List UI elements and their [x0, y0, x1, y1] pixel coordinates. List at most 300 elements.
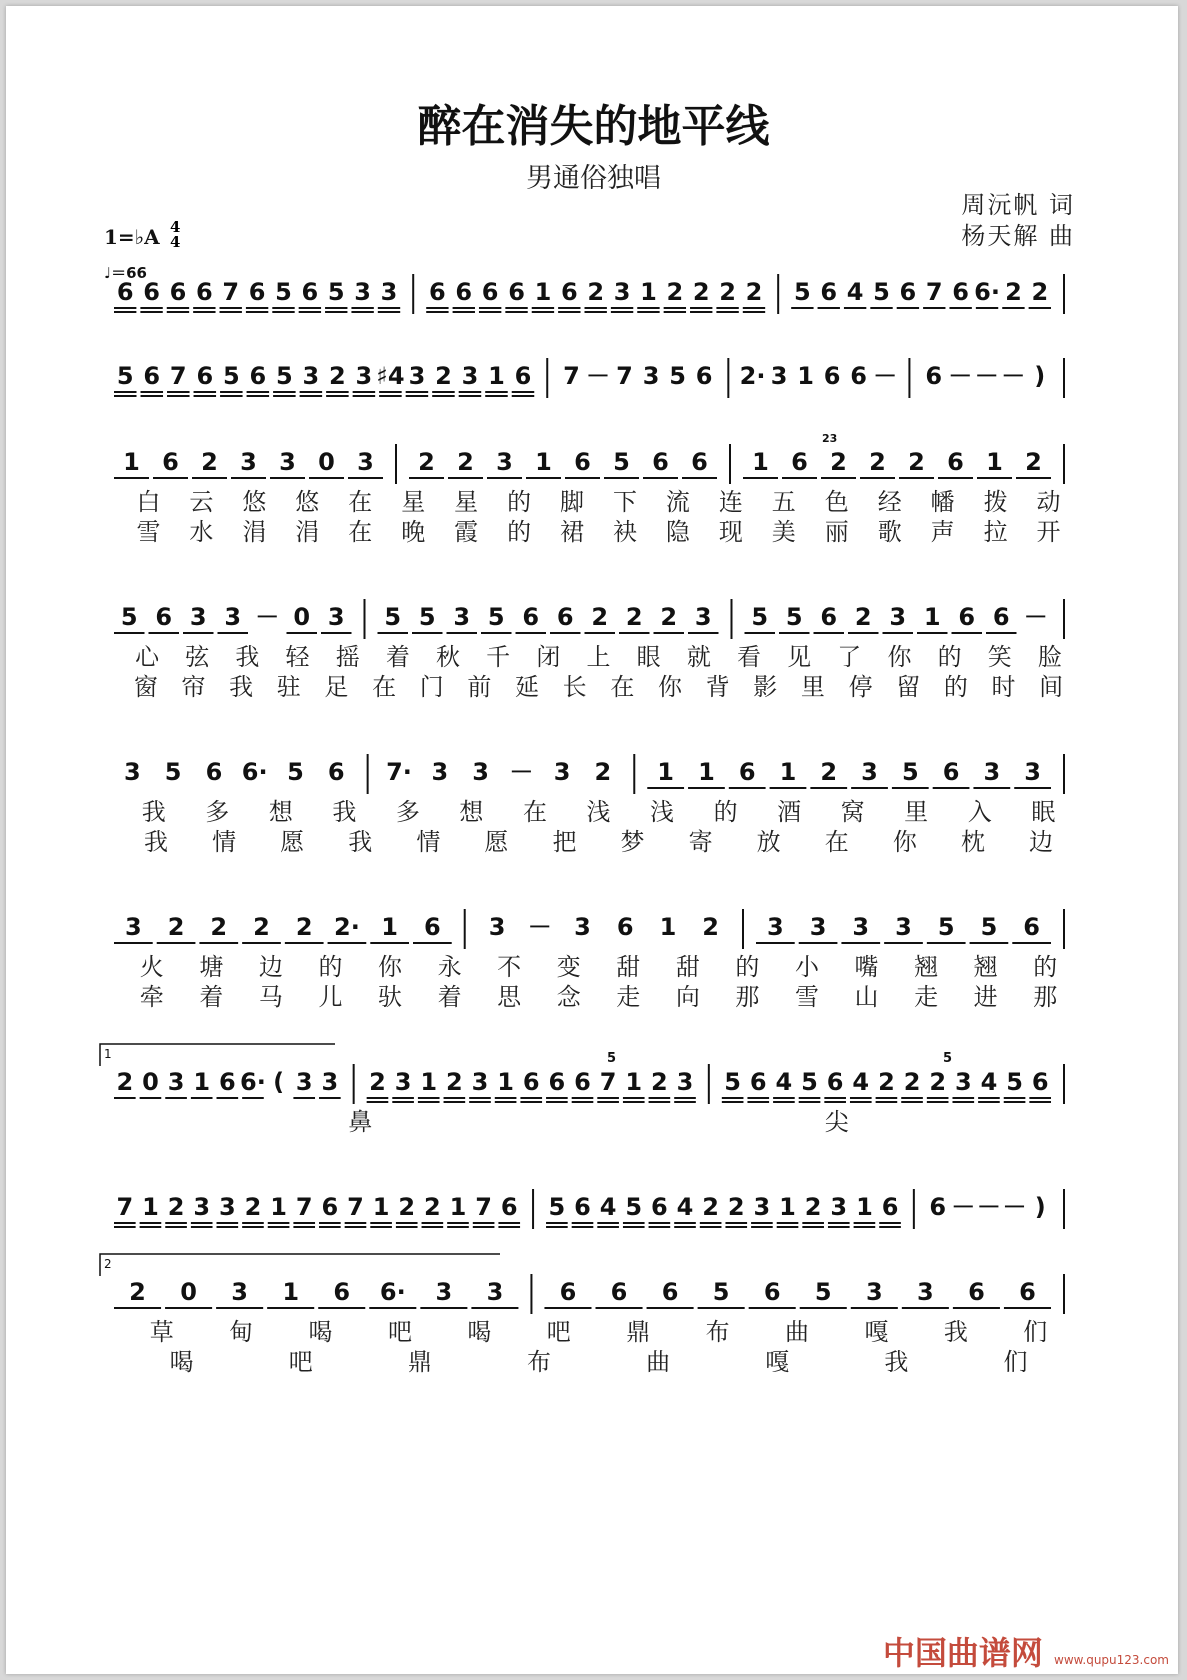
note: 3	[917, 1278, 934, 1306]
note: 3	[124, 758, 141, 786]
note: 1	[698, 758, 715, 786]
lyric-char: 前	[467, 673, 492, 701]
lyric-char: 云	[189, 488, 214, 516]
lyric-char: 时	[991, 673, 1016, 701]
note: 6	[1019, 1278, 1036, 1306]
lyric-char: 你	[892, 828, 917, 856]
note: 6	[116, 278, 134, 306]
lyric-char: 鼻	[348, 1108, 373, 1136]
note: 6	[574, 1068, 591, 1096]
note: 6	[143, 278, 160, 306]
lyric-char: 鼎	[407, 1348, 432, 1376]
note: 5	[785, 603, 803, 631]
note: 2	[804, 1193, 822, 1221]
note: 6	[195, 278, 213, 306]
lyric-char: 翘	[914, 953, 939, 981]
note: 0	[318, 448, 335, 476]
note: 6·	[240, 1068, 266, 1096]
note: 6	[522, 603, 540, 631]
note: 1	[449, 1193, 467, 1221]
note: 2	[129, 1278, 146, 1306]
watermark-url: www.qupu123.com	[1054, 1653, 1169, 1667]
note: －	[974, 362, 999, 390]
lyric-char: 的	[943, 673, 968, 701]
note: 6	[321, 1193, 339, 1221]
lyric-char: 动	[1036, 488, 1061, 516]
note: 0	[142, 1068, 159, 1096]
lyric-char: 眼	[636, 643, 661, 671]
note: 5	[901, 758, 919, 786]
note: 2	[830, 448, 847, 476]
tuplet-mark: 5	[943, 1051, 953, 1066]
note: 3	[753, 1193, 771, 1221]
lyric-char: 驮	[378, 983, 403, 1011]
lyric-char: 足	[324, 673, 349, 701]
note: 2	[167, 913, 185, 941]
note: 2	[210, 913, 228, 941]
note: 6	[968, 1278, 985, 1306]
note: 7	[116, 1193, 134, 1221]
lyric-char: 裙	[560, 518, 585, 546]
note: 1	[420, 1068, 438, 1096]
note: 7·	[386, 758, 412, 786]
lyric-char: 的	[507, 518, 532, 546]
note: 5	[980, 913, 998, 941]
note: 3	[1024, 758, 1041, 786]
lyric-char: 脚	[560, 488, 585, 516]
lyric-char: 边	[258, 953, 283, 981]
note: 5	[724, 1068, 741, 1096]
lyric-char: 甸	[229, 1318, 254, 1346]
note: 6	[169, 278, 187, 306]
note: 3	[461, 362, 479, 390]
lyric-char: 鼎	[626, 1318, 651, 1346]
note: 2	[854, 603, 872, 631]
lyric-char: 悠	[242, 488, 267, 516]
note: 2	[1025, 448, 1042, 476]
note: 6	[651, 1193, 668, 1221]
lyric-char: 马	[258, 983, 283, 1011]
note: －	[1002, 1193, 1027, 1221]
lyric-char: 星	[401, 488, 426, 516]
note: 3	[189, 603, 207, 631]
note: 3	[193, 1193, 211, 1221]
lyric-char: 星	[454, 488, 479, 516]
note: 6	[508, 278, 525, 306]
note: 2	[692, 278, 710, 306]
note: 7	[169, 362, 187, 390]
note: －	[255, 603, 280, 631]
note: 6	[574, 1193, 591, 1221]
lyric-char: 枕	[960, 828, 985, 856]
lyric-char: 甜	[616, 953, 641, 981]
note: 1	[625, 1068, 643, 1096]
note: 1	[270, 1193, 287, 1221]
note: 1	[779, 758, 797, 786]
lyric-char: 了	[837, 643, 862, 671]
note: －	[586, 362, 611, 390]
note: 2	[398, 1193, 416, 1221]
lyric-char: 在	[372, 673, 397, 701]
note: 4	[676, 1193, 694, 1221]
watermark	[883, 1628, 1169, 1674]
note: 6	[749, 1068, 767, 1096]
note: 6	[823, 362, 841, 390]
note: 3	[767, 913, 784, 941]
lyric-char: 那	[735, 983, 760, 1011]
note: 3	[355, 362, 373, 390]
note: 5	[794, 278, 811, 306]
lyric-char: 背	[705, 673, 730, 701]
note: 1	[779, 1193, 796, 1221]
lyric-char: 拨	[983, 488, 1008, 516]
note: －	[527, 913, 552, 941]
note: 6	[574, 448, 591, 476]
note: 5	[275, 278, 292, 306]
note: 5	[222, 362, 240, 390]
note: 5	[275, 362, 293, 390]
note: 6·	[241, 758, 268, 786]
lyric-char: 嘴	[854, 953, 879, 981]
note: 7	[222, 278, 240, 306]
lyric-char: 想	[459, 798, 484, 826]
note: 6	[162, 448, 179, 476]
note: 3	[553, 758, 571, 786]
note: 6	[327, 758, 345, 786]
note: 2	[702, 913, 719, 941]
composer-credit: 杨天解 曲	[961, 222, 1075, 250]
lyric-char: 你	[657, 673, 682, 701]
lyric-char: 袂	[612, 518, 637, 546]
note: 2	[446, 1068, 463, 1096]
note: 6	[548, 1068, 566, 1096]
note: 6	[333, 1278, 351, 1306]
note: 2	[244, 1193, 262, 1221]
lyric-char: 甜	[675, 953, 700, 981]
note: 3	[435, 1278, 453, 1306]
lyric-char: 在	[610, 673, 635, 701]
note: －	[976, 1193, 1001, 1221]
note: 3	[380, 278, 398, 306]
lyric-char: 千	[486, 643, 511, 671]
lyric-char: 入	[967, 798, 992, 826]
note: －	[1001, 362, 1026, 390]
note: 6	[929, 1193, 947, 1221]
lyric-char: 美	[771, 518, 796, 546]
lyric-char: 水	[189, 518, 214, 546]
lyric-char: 愿	[280, 828, 305, 856]
note: 6	[738, 758, 756, 786]
lyric-char: 间	[1039, 673, 1064, 701]
lyric-char: 脸	[1037, 643, 1062, 671]
song-title: 醉在消失的地平线	[417, 101, 770, 152]
note: 6	[610, 1278, 628, 1306]
note: 2	[666, 278, 684, 306]
note: 2	[727, 1193, 745, 1221]
lyric-char: 隐	[665, 518, 690, 546]
note: 2	[435, 362, 452, 390]
note: 3	[488, 913, 506, 941]
lyric-char: 我	[332, 798, 357, 826]
lyric-char: 看	[736, 643, 761, 671]
note: 6	[481, 278, 499, 306]
lyric-char: 吧	[288, 1348, 313, 1376]
note: 4	[775, 1068, 793, 1096]
lyric-char: 喝	[308, 1318, 333, 1346]
note: 3	[321, 1068, 339, 1096]
note: 4	[846, 278, 864, 306]
lyric-char: 眠	[1031, 798, 1056, 826]
lyric-char: 布	[705, 1318, 730, 1346]
note: 2·	[334, 913, 360, 941]
note: 2	[369, 1068, 386, 1096]
lyric-char: 窝	[840, 798, 865, 826]
note: 2	[591, 603, 609, 631]
lyric-char: 歌	[877, 518, 902, 546]
note: 2·	[739, 362, 766, 390]
note: 1	[923, 603, 941, 631]
note: )	[1034, 1193, 1046, 1221]
note: 2	[201, 448, 218, 476]
lyric-char: 我	[348, 828, 373, 856]
lyric-char: 小	[794, 953, 819, 981]
lyric-char: 里	[800, 673, 825, 701]
note: 5	[1006, 1068, 1023, 1096]
note: 2	[1031, 278, 1049, 306]
note: 6	[958, 603, 976, 631]
note: 5	[669, 362, 686, 390]
note: 3	[486, 1278, 504, 1306]
note: －	[951, 1193, 976, 1221]
note: 3	[302, 362, 320, 390]
lyric-char: 涓	[295, 518, 320, 546]
lyric-char: 雪	[794, 983, 819, 1011]
note: 6	[559, 1278, 577, 1306]
note: 6	[429, 278, 446, 306]
lyric-char: 把	[552, 828, 577, 856]
note: 3	[472, 758, 489, 786]
note: 6	[947, 448, 964, 476]
note: 3	[496, 448, 513, 476]
lyric-char: 晚	[401, 518, 426, 546]
note: 3	[809, 913, 827, 941]
note: 2	[418, 448, 435, 476]
note: 6	[560, 278, 578, 306]
lyric-char: 在	[348, 488, 373, 516]
note: 6	[899, 278, 917, 306]
lyric-char: 色	[824, 488, 849, 516]
lyric-char: 嘎	[765, 1348, 790, 1376]
note: 3	[574, 913, 591, 941]
note: 3	[453, 603, 471, 631]
note: 5	[751, 603, 769, 631]
note: 6	[218, 1068, 236, 1096]
note: 5	[937, 913, 955, 941]
lyric-char: 喝	[169, 1348, 194, 1376]
lyric-char: 雪	[136, 518, 161, 546]
lyric-char: 放	[756, 828, 781, 856]
lyric-char: 寄	[688, 828, 713, 856]
note: 2	[660, 603, 678, 631]
note: 3	[694, 603, 712, 631]
lyric-char: 梦	[620, 828, 645, 856]
note: 7	[616, 362, 633, 390]
lyric-char: 愿	[484, 828, 509, 856]
note: －	[509, 758, 534, 786]
note: 5	[327, 278, 345, 306]
note: 6	[691, 448, 708, 476]
grace-note: 23	[822, 432, 838, 445]
lyric-char: 秋	[436, 643, 461, 671]
note: 3	[861, 758, 878, 786]
volta-bracket	[100, 1044, 335, 1066]
lyricist-credit: 周沅帆 词	[961, 191, 1075, 219]
note: 7	[925, 278, 943, 306]
note: 1	[797, 362, 814, 390]
lyric-char: 喝	[467, 1318, 492, 1346]
note: 3	[983, 758, 1001, 786]
note: 6	[820, 278, 838, 306]
note: 5	[120, 603, 138, 631]
time-signature-top: 4	[170, 218, 181, 236]
note: 6·	[974, 278, 1000, 306]
note: 7	[599, 1068, 617, 1096]
note: 2	[625, 603, 643, 631]
lyric-char: 塘	[199, 953, 224, 981]
note: 6	[942, 758, 960, 786]
lyric-char: 停	[848, 673, 873, 701]
lyric-char: 草	[149, 1318, 174, 1346]
note: 7	[475, 1193, 492, 1221]
lyric-char: 的	[1033, 953, 1058, 981]
note: 5	[116, 362, 134, 390]
lyric-char: 闭	[536, 643, 561, 671]
lyric-char: 翘	[973, 953, 998, 981]
lyric-char: 就	[686, 643, 711, 671]
note: 3	[770, 362, 788, 390]
lyric-char: 浅	[650, 798, 675, 826]
lyric-char: 变	[556, 953, 581, 981]
lyric-char: 的	[507, 488, 532, 516]
tempo-mark: ♩＝66	[104, 264, 147, 282]
note: 6	[556, 603, 574, 631]
note: －	[873, 362, 898, 390]
lyric-char: 在	[824, 828, 849, 856]
note: 3	[830, 1193, 848, 1221]
lyric-char: 们	[1023, 1318, 1048, 1346]
lyric-char: 那	[1033, 983, 1058, 1011]
note: 6	[763, 1278, 781, 1306]
note: 4	[852, 1068, 870, 1096]
note: 5	[384, 603, 402, 631]
note: －	[1023, 603, 1048, 631]
lyric-char: 摇	[335, 643, 360, 671]
lyric-char: 进	[973, 983, 998, 1011]
note: 3	[865, 1278, 883, 1306]
lyric-char: 念	[556, 983, 581, 1011]
lyric-char: 的	[318, 953, 343, 981]
lyric-char: 牵	[139, 983, 164, 1011]
lyric-char: 永	[437, 953, 462, 981]
note: (	[273, 1068, 285, 1096]
note: 3	[471, 1068, 489, 1096]
note: 5	[287, 758, 304, 786]
note: 1	[123, 448, 140, 476]
note: 2	[587, 278, 605, 306]
lyric-char: 我	[141, 798, 166, 826]
note: 1	[193, 1068, 211, 1096]
lyric-char: 丽	[824, 518, 849, 546]
note: 6	[826, 1068, 844, 1096]
note: 5	[712, 1278, 730, 1306]
note: 2	[167, 1193, 185, 1221]
note: 2	[1005, 278, 1022, 306]
note: 1	[497, 1068, 514, 1096]
lyric-char: 酒	[777, 798, 802, 826]
lyric-char: 驻	[276, 673, 301, 701]
note: 0	[180, 1278, 197, 1306]
lyric-char: 的	[713, 798, 738, 826]
note: 5	[801, 1068, 818, 1096]
lyric-char: 霞	[454, 518, 479, 546]
lyric-char: 上	[586, 643, 611, 671]
lyric-char: 你	[378, 953, 403, 981]
lyric-char: 不	[497, 953, 522, 981]
lyric-char: 思	[497, 983, 522, 1011]
note: 2	[594, 758, 612, 786]
note: 6	[455, 278, 473, 306]
note: 6	[205, 758, 223, 786]
note: 2	[457, 448, 474, 476]
lyric-char: 涓	[242, 518, 267, 546]
lyric-char: 在	[522, 798, 547, 826]
note: 2	[719, 278, 736, 306]
note: 6·	[379, 1278, 406, 1306]
note: 2	[424, 1193, 441, 1221]
note: 6	[616, 913, 634, 941]
lyric-char: 里	[904, 798, 929, 826]
note: 3	[218, 1193, 236, 1221]
note: 5	[164, 758, 182, 786]
lyric-char: 向	[675, 983, 700, 1011]
note: 5	[613, 448, 630, 476]
note: 3	[125, 913, 142, 941]
lyric-char: 影	[753, 673, 778, 701]
note: 1	[986, 448, 1003, 476]
note: 1	[640, 278, 657, 306]
note: 6	[155, 603, 173, 631]
tuplet-mark: 5	[607, 1051, 617, 1066]
note: 6	[500, 1193, 518, 1221]
note: 3	[408, 362, 426, 390]
lyric-char: 我	[943, 1318, 968, 1346]
lyric-char: 情	[212, 828, 237, 856]
lyric-char: 儿	[318, 983, 343, 1011]
watermark-logo: 中国曲谱网	[882, 1634, 1043, 1672]
lyric-char: 下	[612, 488, 637, 516]
note: 6	[695, 362, 713, 390]
lyric-char: 浅	[586, 798, 611, 826]
note: 6	[881, 1193, 899, 1221]
lyric-char: 见	[787, 643, 812, 671]
note: 2	[116, 1068, 134, 1096]
song-subtitle: 男通俗独唱	[526, 163, 661, 194]
lyric-char: 开	[1036, 518, 1061, 546]
note: 3	[895, 913, 912, 941]
volta-bracket	[100, 1254, 500, 1276]
note: 1	[142, 1193, 159, 1221]
note: 6	[661, 1278, 679, 1306]
